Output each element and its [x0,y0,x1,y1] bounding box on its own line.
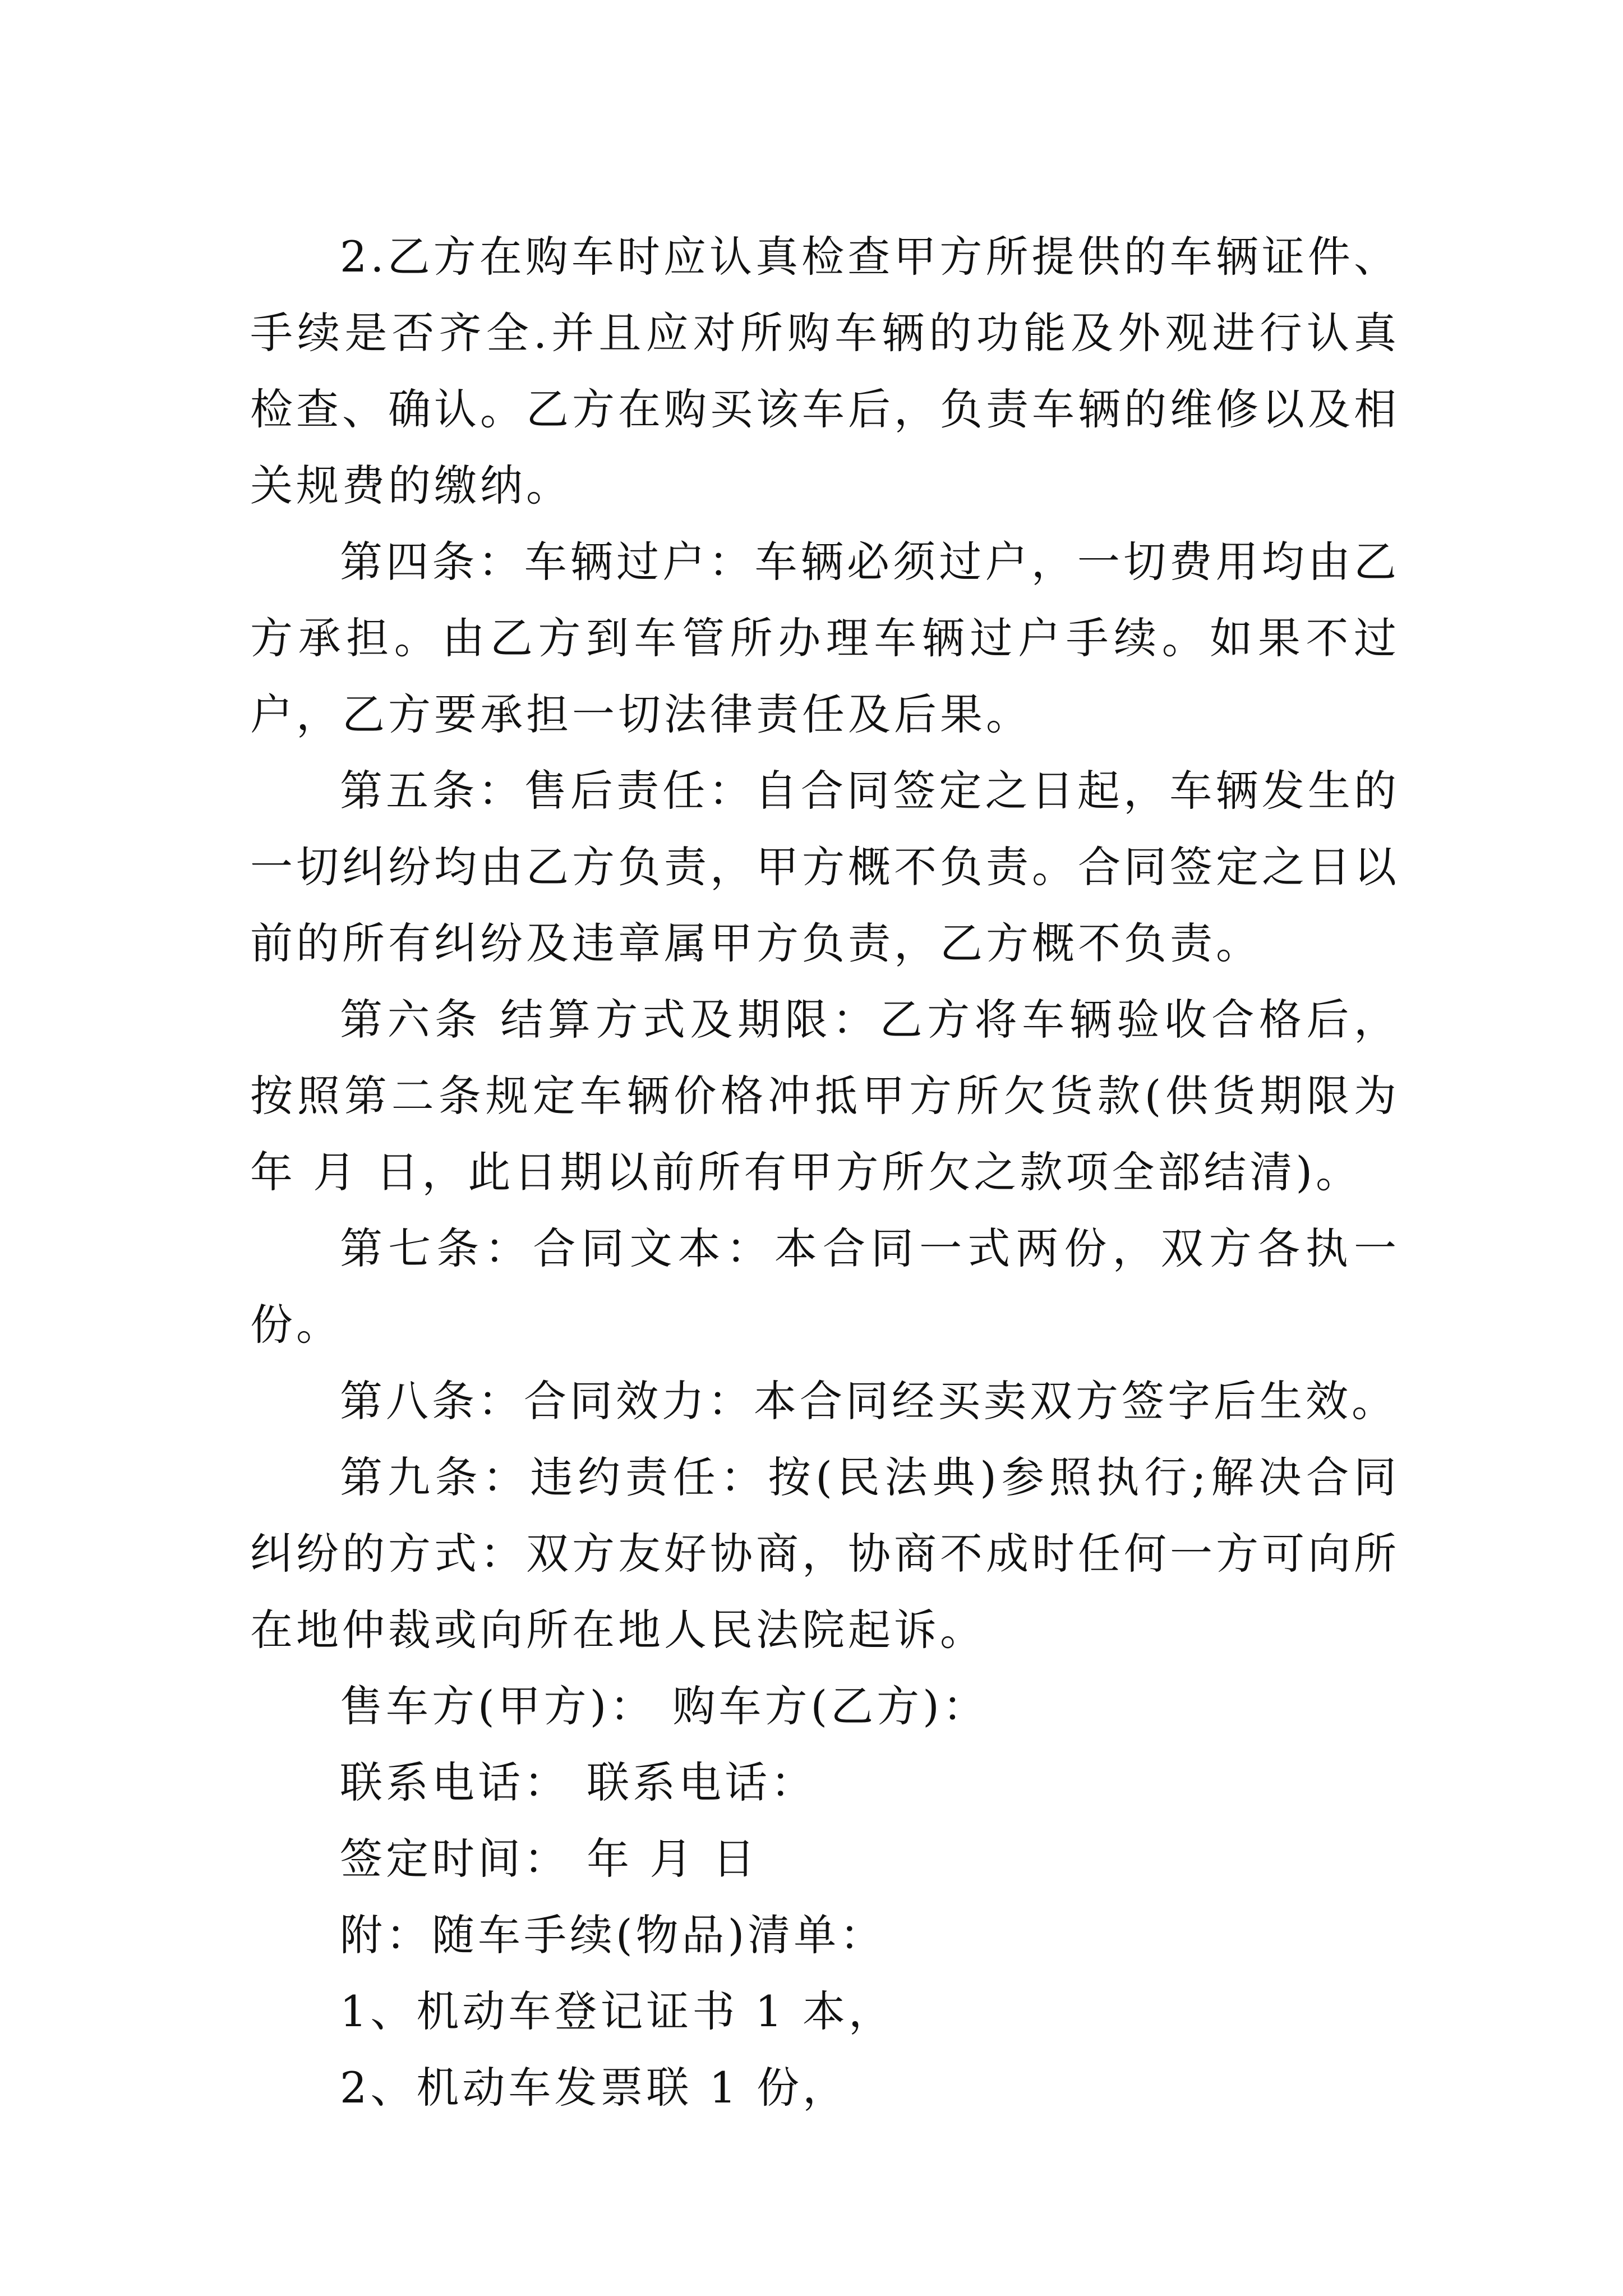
signature-parties: 售车方(甲方)： 购车方(乙方)： [340,1681,989,1731]
clause-after-sales: 第五条：售后责任：自合同签定之日起，车辆发生的一切纠纷均由乙方负责，甲方概不负责。合同签定之日以前的所有纠纷及违章属甲方负责，乙方概不负责。 [250,766,1400,968]
clause-inspection: 2.乙方在购车时应认真检查甲方所提供的车辆证件、手续是否齐全.并且应对所购车辆的功能及外观进行认真检查、确认。乙方在购买该车后，负责车辆的维修以及相关规费的缴纳。 [250,232,1400,510]
contract-body [250,219,1400,2126]
attachment-item: 1、机动车登记证书 1 本， [340,1986,895,2036]
clause-validity: 第八条：合同效力：本合同经买卖双方签字后生效。 [340,1376,1398,1426]
clause-contract-copies: 第七条：合同文本：本合同一式两份，双方各执一份。 [250,1223,1400,1350]
signature-phones: 联系电话： 联系电话： [340,1757,817,1807]
attachment-title: 附：随车手续(物品)清单： [340,1910,886,1960]
clause-transfer: 第四条：车辆过户：车辆必须过户，一切费用均由乙方承担。由乙方到车管所办理车辆过户手续。如果不过户，乙方要承担一切法律责任及后果。 [250,537,1400,739]
signature-date: 签定时间： 年 月 日 [340,1834,759,1884]
clause-breach: 第九条：违约责任：按(民法典)参照执行;解决合同纠纷的方式：双方友好协商，协商不成时任何一方可向所在地仲裁或向所在地人民法院起诉。 [250,1452,1400,1655]
attachment-item: 2、机动车发票联 1 份， [340,2063,849,2113]
clause-settlement: 第六条 结算方式及期限：乙方将车辆验收合格后，按照第二条规定车辆价格冲抵甲方所欠货款(供货期限为 年 月 日，此日期以前所有甲方所欠之款项全部结清)。 [250,995,1400,1197]
